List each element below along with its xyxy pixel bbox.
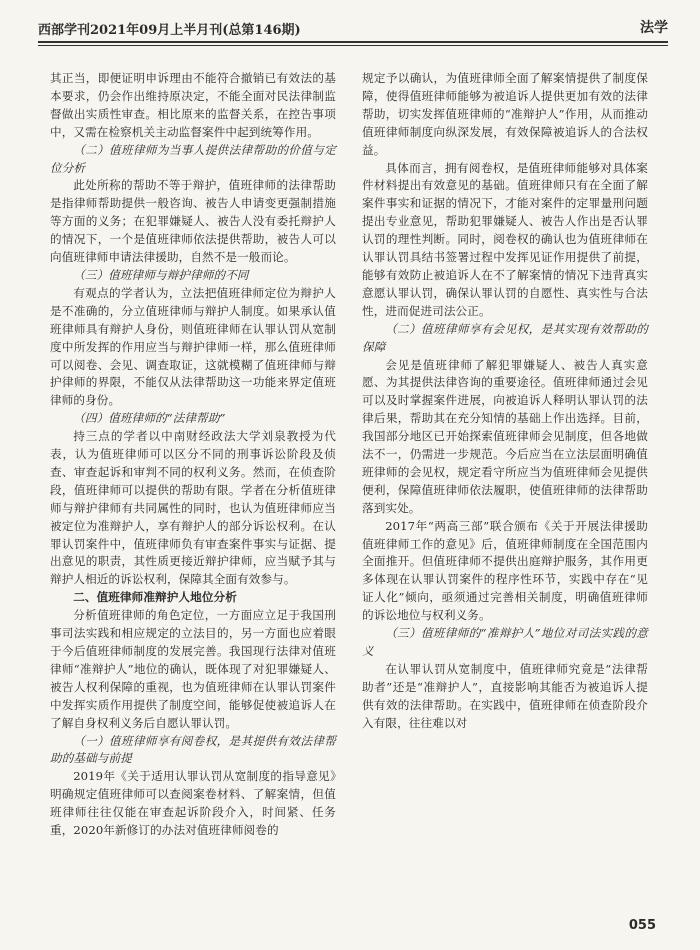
body-paragraph: 有观点的学者认为，立法把值班律师定位为辩护人是不准确的，分立值班律师与辩护人制度。如果承认值班律师具有辩护人身份，则值班律师在认罪认罚从宽制度中所发挥的作用应当与辩护律师一样，那么值班律师可以阅卷、会见、调查取证，这就模糊了值班律师与辩护律师的界限，不能仅从法律帮助这一功能来界定值班律师的身份。 (50, 285, 336, 408)
journal-section-label: 法学 (640, 20, 668, 36)
left-text-column (50, 70, 336, 840)
body-paragraph: 持三点的学者以中南财经政法大学刘泉教授为代表，认为值班律师可以区分不同的刑事诉讼阶段及侦查、审查起诉和审判不同的权利义务。然而，在侦查阶段，值班律师可以提供的帮助有限。学者在分析值班律师与辩护律师有共同属性的同时，也认为值班律师应当被定位为准辩护人，享有辩护人的部分诉讼权利。在认罪认罚案件中，值班律师负有审查案件事实与证据、提出意见的职责，其性质更接近辩护律师，应当赋予其与辩护人相近的诉讼权利，保障其全面有效参与。 (50, 429, 336, 587)
page-header (38, 15, 668, 41)
body-paragraph: 此处所称的帮助不等于辩护，值班律师的法律帮助是指律师帮助提供一般咨询、被告人申请变更强制措施等方面的义务；在犯罪嫌疑人、被告人没有委托辩护人的情况下，一个是值班律师依法提供帮助，被告人可以向值班律师申请法律援助，自然不是一般而论。 (50, 178, 336, 265)
right-text-column (362, 70, 648, 733)
body-paragraph: 2017年“两高三部”联合颁布《关于开展法律援助值班律师工作的意见》后，值班律师制度在全国范围内全面推开。但值班律师不提供出庭辩护服务，其作用更多体现在认罪认罚案件的程序性环节，实践中存在“见证人化”倾向，亟须通过完善相关制度，明确值班律师的诉讼地位与权利义务。 (362, 518, 648, 623)
body-paragraph: 分析值班律师的角色定位，一方面应立足于我国刑事司法实践和相应规定的立法目的，另一方面也应着眼于今后值班律师制度的发展完善。我国现行法律对值班律师“准辩护人”地位的确认，既体现了对犯罪嫌疑人、被告人权利保障的重视，也为值班律师在认罪认罚案件中发挥实质作用提供了制度空间，能够促使被追诉人在了解自身权利义务后自愿认罪认罚。 (50, 608, 336, 730)
body-paragraph: 其正当，即便证明申诉理由不能符合撤销已有效法的基本要求，仍会作出维持原决定，不能全面对民法律制监督做出实质性审查。相比原来的监督关系，在控告事项中，又需在检察机关主动监督案件中起到统筹作用。 (50, 71, 336, 139)
page-number: 055 (628, 918, 656, 933)
subsection-heading: （三）值班律师与辩护律师的不同 (73, 267, 249, 282)
subsection-heading: （四）值班律师的“法律帮助” (73, 411, 226, 426)
subsection-heading: （一）值班律师享有阅卷权，是其提供有效法律帮助的基础与前提 (50, 733, 336, 766)
body-paragraph: 在认罪认罚从宽制度中，值班律师究竟是“法律帮助者”还是“准辩护人”，直接影响其能否为被追诉人提供有效的法律帮助。在实践中，值班律师在侦查阶段介入有限，往往难以对 (362, 661, 648, 730)
subsection-heading: （三）值班律师的“准辩护人”地位对司法实践的意义 (362, 626, 648, 658)
subsection-heading: （二）值班律师为当事人提供法律帮助的价值与定位分析 (50, 142, 336, 175)
journal-issue-title: 西部学刊2021年09月上半月刊(总第146期) (38, 23, 301, 38)
body-paragraph: 规定予以确认，为值班律师全面了解案情提供了制度保障，使得值班律师能够为被追诉人提供更加有效的法律帮助，切实发挥值班律师的“准辩护人”作用，从而推动值班律师制度向纵深发展，有效保障被追诉人的合法权益。 (362, 71, 648, 157)
header-rule-thin (38, 45, 668, 46)
section-heading: 二、值班律师准辩护人地位分析 (73, 590, 237, 605)
header-rule-thick (38, 41, 668, 43)
body-paragraph: 会见是值班律师了解犯罪嫌疑人、被告人真实意愿、为其提供法律咨询的重要途径。值班律师通过会见可以及时掌握案件进展，向被追诉人释明认罪认罚的法律后果，帮助其在充分知情的基础上作出选择。目前，我国部分地区已开始探索值班律师会见制度，但各地做法不一，仍需进一步规范。今后应当在立法层面明确值班律师的会见权，规定看守所应当为值班律师会见提供便利，保障值班律师依法履职，使值班律师的法律帮助落到实处。 (362, 357, 648, 515)
subsection-heading: （二）值班律师享有会见权，是其实现有效帮助的保障 (362, 321, 648, 354)
body-paragraph: 2019年《关于适用认罪认罚从宽制度的指导意见》明确规定值班律师可以查阅案卷材料、了解案情，但值班律师往往仅能在审查起诉阶段介入，时间紧、任务重，2020年新修订的办法对值班律师阅卷的 (50, 769, 336, 838)
body-paragraph: 具体而言，拥有阅卷权，是值班律师能够对具体案件材料提出有效意见的基础。值班律师只有在全面了解案件事实和证据的情况下，才能对案件的定罪量刑问题提出专业意见，帮助犯罪嫌疑人、被告人作出是否认罪认罚的理性判断。同时，阅卷权的确认也为值班律师在认罪认罚具结书签署过程中发挥见证作用提供了前提，能够有效防止被追诉人在不了解案情的情况下违背真实意愿认罪认罚，确保认罪认罚的自愿性、真实性与合法性，进而促进司法公正。 (362, 160, 648, 318)
